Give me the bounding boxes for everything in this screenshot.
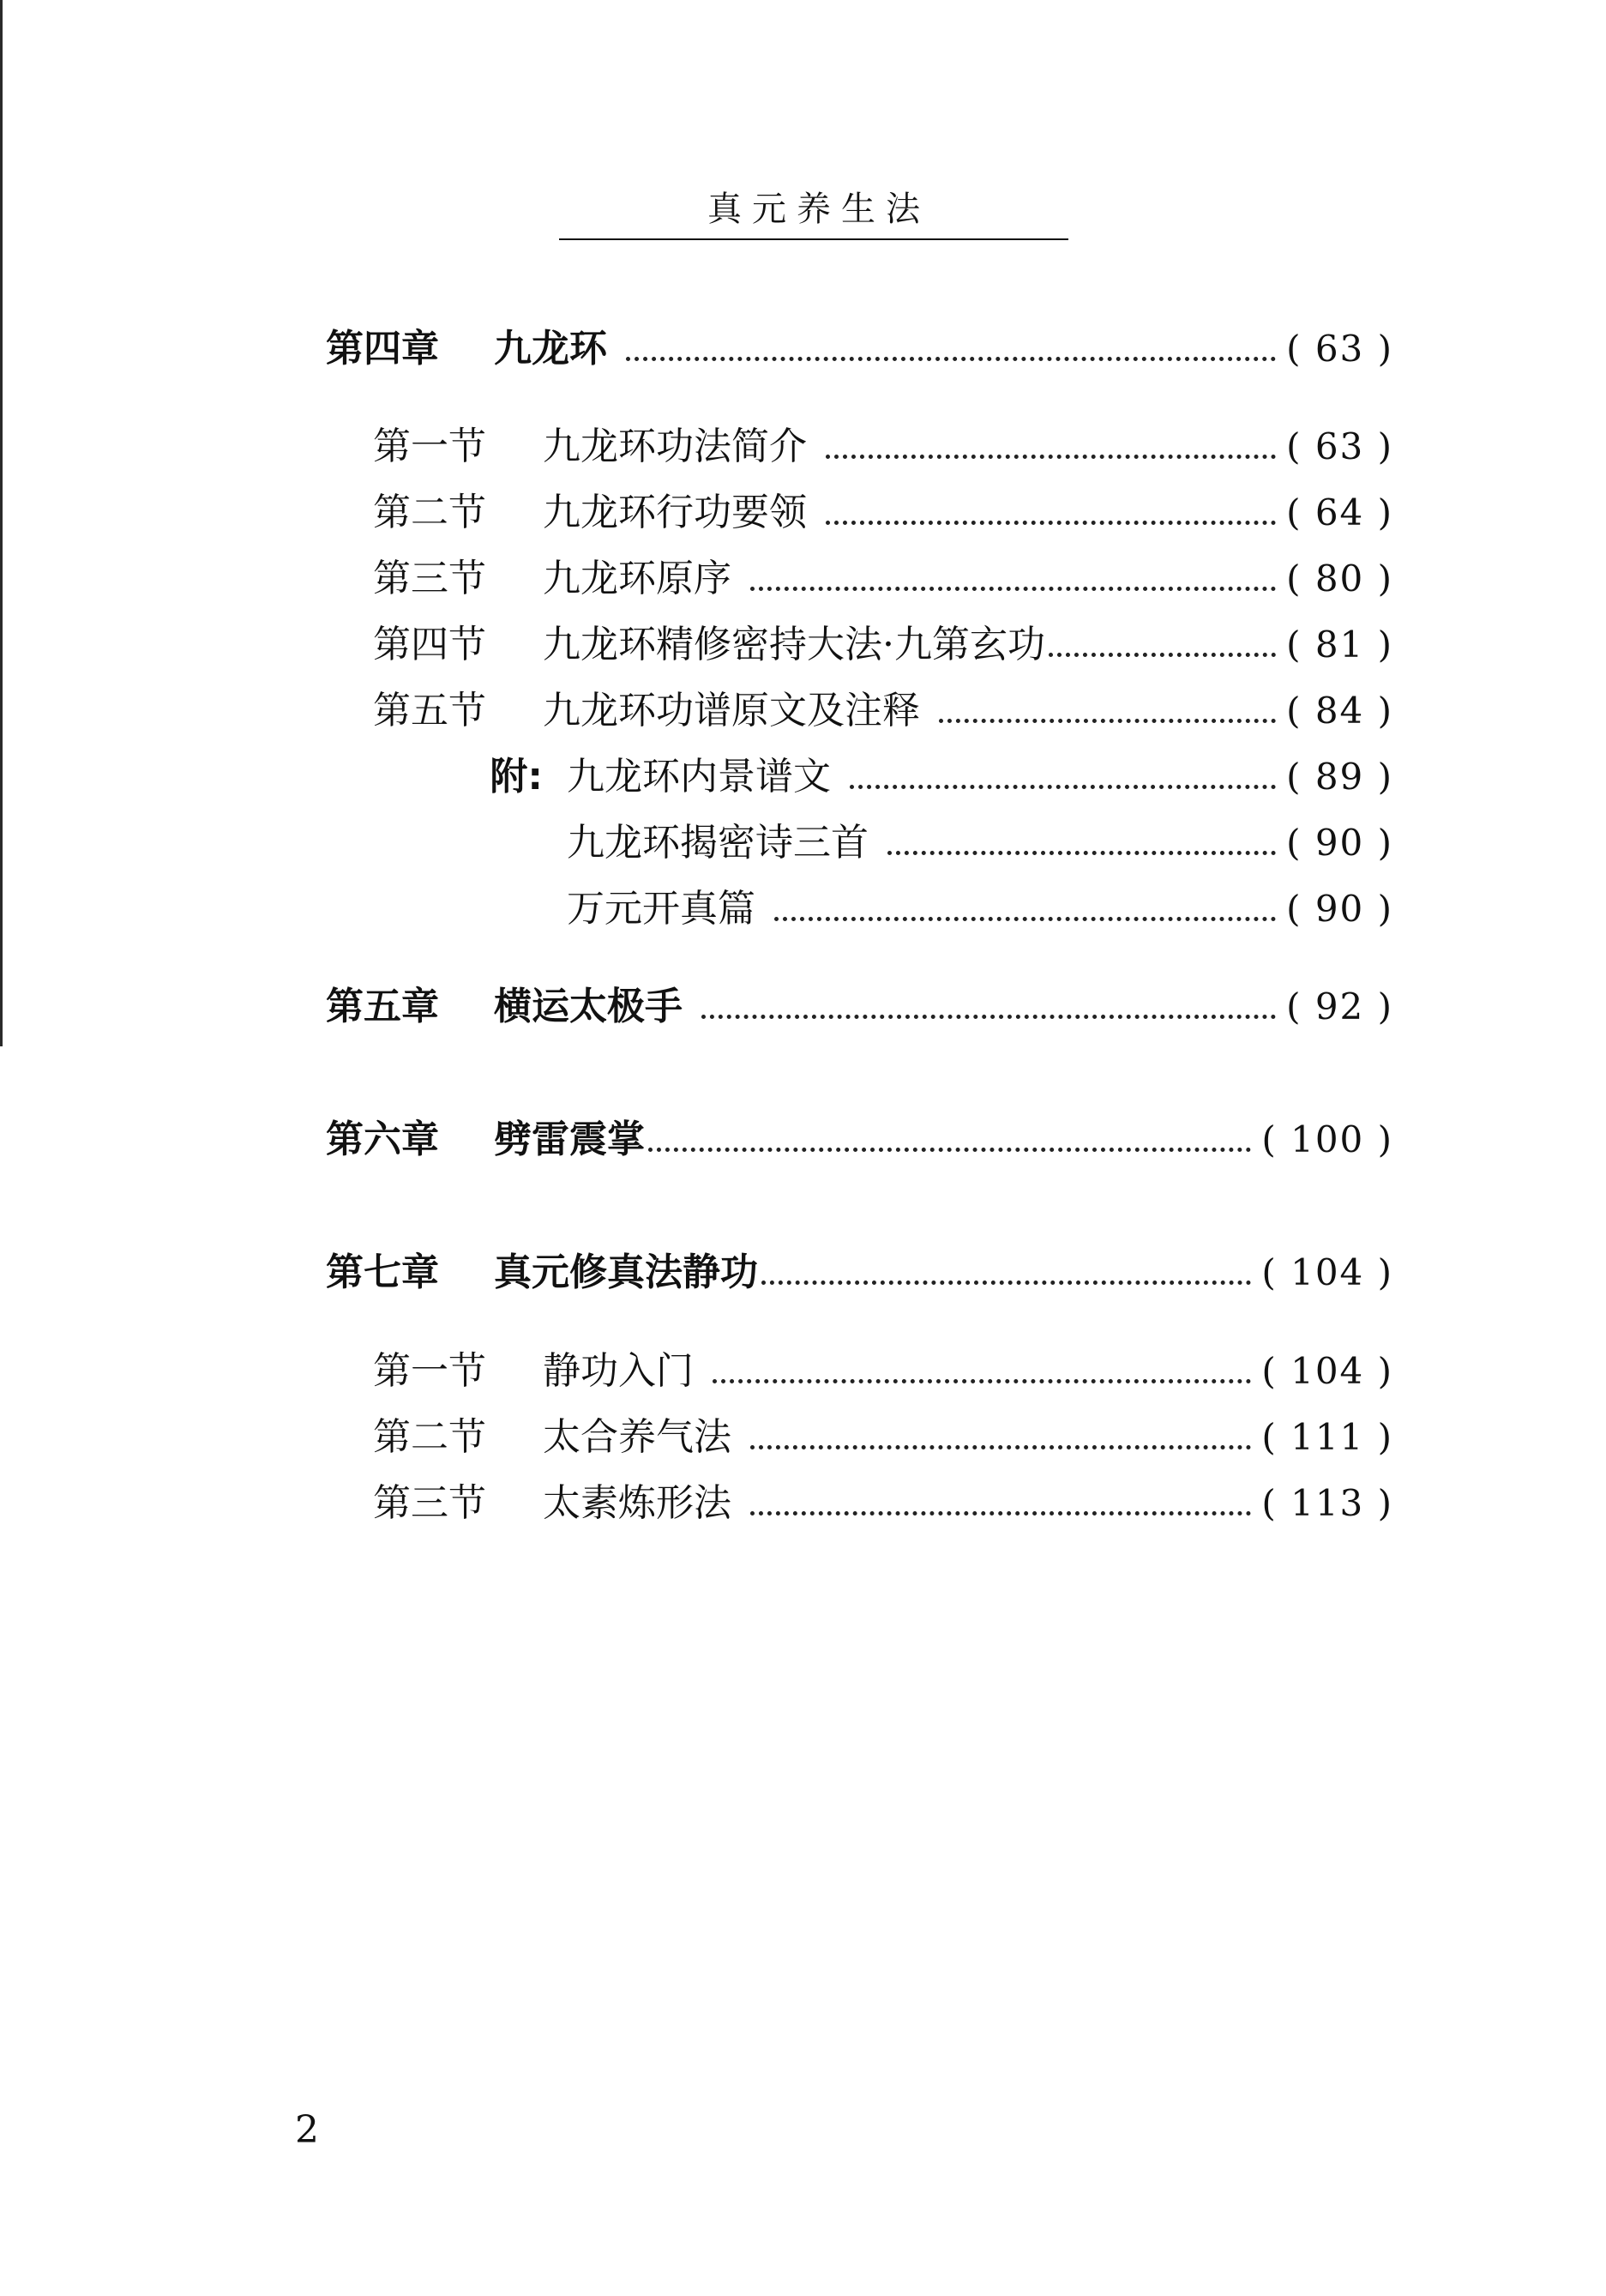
page-number: 2: [295, 2108, 319, 2152]
page-ref: ( 90 ): [1286, 822, 1393, 864]
chapter-label: 第六章: [326, 1118, 439, 1161]
toc-chapter-4: [326, 317, 1393, 369]
chapter-label: 第四章: [326, 327, 439, 371]
section-label: 第二节: [373, 491, 486, 534]
page-ref: ( 90 ): [1286, 888, 1393, 930]
toc-appendix-3: [397, 877, 1393, 929]
dot-leader: [939, 718, 1276, 723]
toc-section-7-2: [373, 1406, 1393, 1457]
toc-section-4-5: [373, 679, 1393, 731]
toc-chapter-6: [326, 1108, 1393, 1160]
section-title: 九龙环功法简介: [543, 425, 807, 468]
appendix-title: 九龙环揭密诗三首: [567, 821, 869, 865]
toc-section-7-3: [373, 1472, 1393, 1523]
dot-leader: [826, 520, 1276, 525]
toc-section-4-1: [373, 415, 1393, 467]
section-title: 九龙环原序: [543, 557, 731, 600]
dot-leader: [850, 784, 1276, 789]
dot-leader: [761, 1280, 1251, 1285]
chapter-title: 九龙环: [494, 327, 607, 371]
dot-leader: [701, 1014, 1276, 1019]
section-label: 第一节: [373, 425, 486, 468]
dot-leader: [713, 1378, 1251, 1383]
page-ref: ( 113 ): [1261, 1482, 1393, 1524]
header-rule: [559, 238, 1068, 240]
running-header: [559, 190, 1068, 240]
section-label: 第三节: [373, 1481, 486, 1525]
section-label: 第二节: [373, 1415, 486, 1459]
dot-leader: [826, 454, 1276, 459]
chapter-title: 横运太极手: [494, 985, 683, 1028]
section-title: 九龙环功谱原文及注释: [543, 689, 920, 732]
section-label: 第三节: [373, 557, 486, 600]
page-ref: ( 104 ): [1261, 1251, 1393, 1293]
toc-section-4-3: [373, 547, 1393, 599]
dot-leader: [774, 916, 1276, 921]
section-title: 太素炼形法: [543, 1481, 731, 1525]
page-ref: ( 63 ): [1286, 425, 1393, 467]
appendix-title: 万元开真篇: [567, 887, 755, 931]
section-title: 静功入门: [543, 1349, 694, 1393]
chapter-label: 第七章: [326, 1250, 439, 1294]
dot-leader: [750, 1510, 1251, 1516]
page-ref: ( 92 ): [1286, 985, 1393, 1027]
section-title: 九龙环精修密持大法·九第玄功: [543, 623, 1045, 666]
appendix-label: 附:: [490, 755, 543, 798]
dot-leader: [750, 1444, 1251, 1449]
toc-section-7-1: [373, 1340, 1393, 1391]
page-ref: ( 64 ): [1286, 491, 1393, 533]
toc-chapter-5: [326, 975, 1393, 1027]
section-label: 第四节: [373, 623, 486, 666]
page-ref: ( 89 ): [1286, 756, 1393, 798]
page-ref: ( 111 ): [1261, 1416, 1393, 1458]
page-ref: ( 84 ): [1286, 690, 1393, 732]
section-title: 太合养气法: [543, 1415, 731, 1459]
section-title: 九龙环行功要领: [543, 491, 807, 534]
dot-leader: [626, 356, 1276, 361]
section-label: 第五节: [373, 689, 486, 732]
page-ref: ( 81 ): [1286, 624, 1393, 666]
section-label: 第一节: [373, 1349, 486, 1393]
dot-leader: [648, 1147, 1251, 1152]
toc-appendix-1: [397, 745, 1393, 797]
chapter-label: 第五章: [326, 985, 439, 1028]
toc-section-4-4: [373, 613, 1393, 665]
chapter-title: 劈雷震掌: [494, 1118, 645, 1161]
page-ref: ( 104 ): [1261, 1350, 1393, 1392]
page-ref: ( 80 ): [1286, 557, 1393, 600]
appendix-title: 九龙环内景谱文: [567, 755, 831, 798]
page-ref: ( 100 ): [1261, 1118, 1393, 1160]
dot-leader: [887, 850, 1276, 855]
toc-appendix-2: [397, 811, 1393, 863]
book-title: 真元养生法: [707, 190, 930, 229]
page-gutter-edge: [0, 0, 3, 1046]
page-ref: ( 63 ): [1286, 328, 1393, 370]
toc-section-4-2: [373, 481, 1393, 533]
toc-chapter-7: [326, 1241, 1393, 1293]
chapter-title: 真元修真法静功: [494, 1250, 758, 1294]
dot-leader: [1049, 652, 1276, 657]
dot-leader: [750, 586, 1276, 591]
